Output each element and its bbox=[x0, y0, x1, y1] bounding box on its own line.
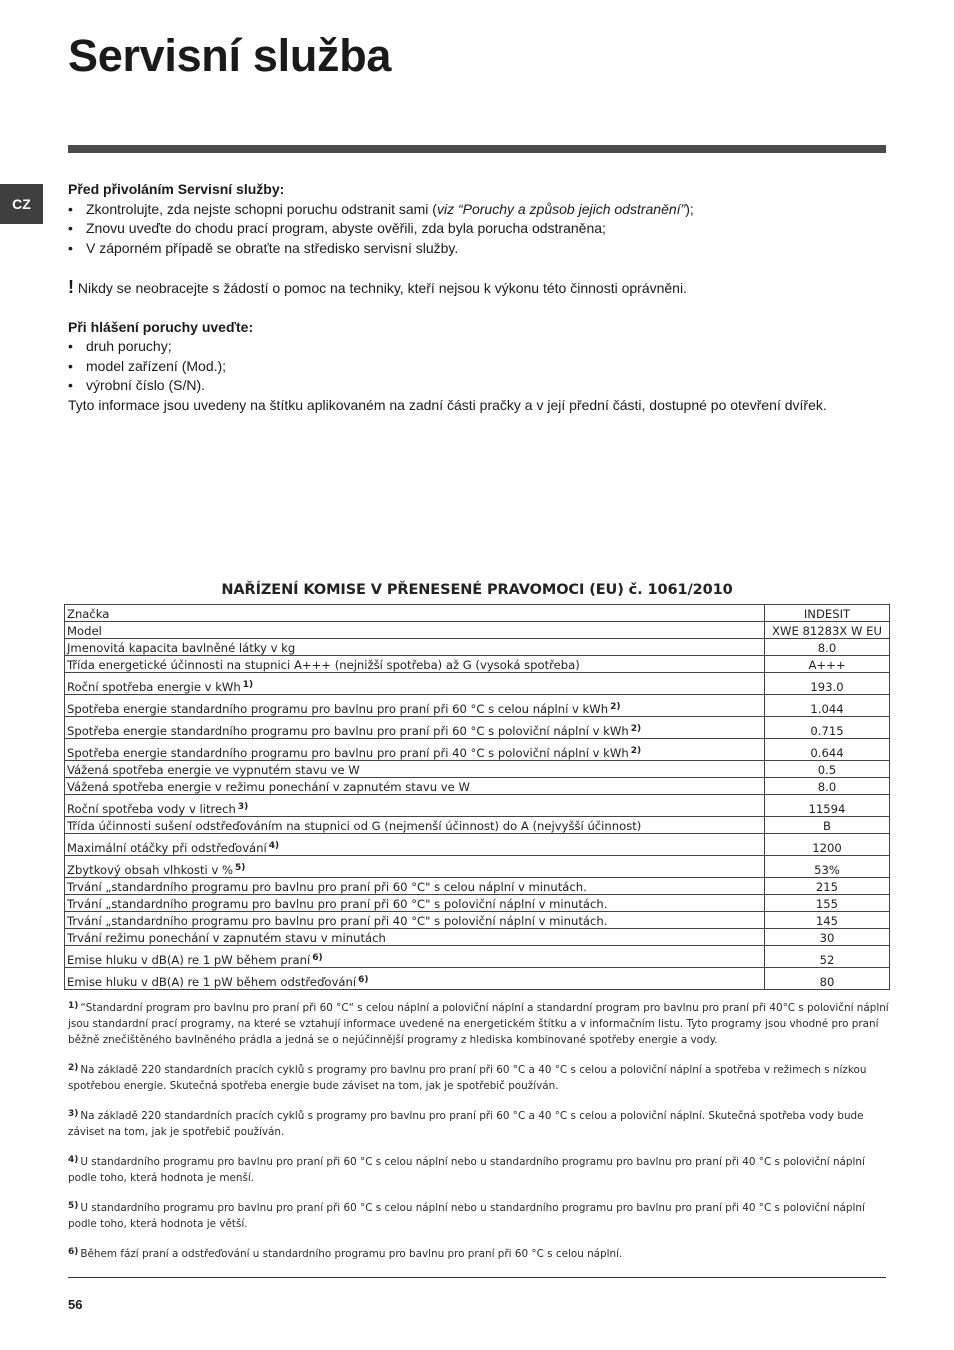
table-row bbox=[65, 912, 890, 929]
row-value: 11594 bbox=[765, 795, 890, 817]
row-label: Emise hluku v dB(A) re 1 pW během odstřeďování $^{6)}$ bbox=[65, 968, 765, 990]
table-row bbox=[65, 695, 890, 717]
row-label: Spotřeba energie standardního programu pro bavlnu pro praní při 40 °C s poloviční náplní v kWh $^{2)}$ bbox=[65, 739, 765, 761]
regulation-section bbox=[64, 582, 890, 1274]
row-value: B bbox=[765, 817, 890, 834]
before-calling-heading: Před přivoláním Servisní služby: bbox=[68, 181, 285, 197]
table-row bbox=[65, 605, 890, 622]
table-row bbox=[65, 739, 890, 761]
title-divider bbox=[68, 145, 886, 153]
list-item-text: model zařízení (Mod.); bbox=[86, 357, 227, 374]
footnote: 2) Na základě 220 standardních pracích cyklů s programy pro bavlnu pro praní při 60 °C a 40 °C s celou a poloviční náplní a spotřeba v režimech s nízkou spotřebou energie. Skutečná spotřeba energie bude záviset na tom, jak je spotřebič používán. bbox=[68, 1063, 867, 1092]
table-row bbox=[65, 929, 890, 946]
bullet-icon: • bbox=[68, 338, 73, 354]
bullet-icon: • bbox=[68, 377, 73, 393]
page-number: 56 bbox=[68, 1297, 83, 1312]
warning-icon: ! bbox=[68, 276, 74, 297]
list-item-text: Zkontrolujte, zda nejste schopni poruchu odstranit sami ( bbox=[86, 200, 437, 217]
row-label: Roční spotřeba energie v kWh $^{1)}$ bbox=[65, 673, 765, 695]
row-value: 0.715 bbox=[765, 717, 890, 739]
row-label: Třída energetické účinnosti na stupnici A+++ (nejnižší spotřeba) až G (vysoká spotřeba) bbox=[65, 656, 765, 673]
row-value: 193.0 bbox=[765, 673, 890, 695]
row-value: XWE 81283X W EU bbox=[765, 622, 890, 639]
table-row bbox=[65, 856, 890, 878]
bullet-icon: • bbox=[68, 220, 73, 236]
row-label: Třída účinnosti sušení odstřeďováním na stupnici od G (nejmenší účinnost) do A (nejvyšší účinnost) bbox=[65, 817, 765, 834]
list-item-text: Znovu uveďte do chodu prací program, abyste ověřili, zda byla porucha odstraněna; bbox=[86, 220, 606, 236]
row-value: 0.644 bbox=[765, 739, 890, 761]
bullet-icon: • bbox=[68, 357, 73, 374]
list-item bbox=[68, 337, 898, 357]
row-label: Trvání „standardního programu pro bavlnu pro praní při 60 °C" s poloviční náplní v minutách. bbox=[65, 895, 765, 912]
row-label: Vážená spotřeba energie ve vypnutém stavu ve W bbox=[65, 761, 765, 778]
warning-text: Nikdy se neobracejte s žádostí o pomoc na techniky, kteří nejsou k výkonu této činnosti oprávněni. bbox=[77, 279, 687, 296]
list-item-text: výrobní číslo (S/N). bbox=[86, 377, 206, 393]
row-value: 1.044 bbox=[765, 695, 890, 717]
label-location-note: Tyto informace jsou uvedeny na štítku aplikovaném na zadní části pračky a v její přední části, dostupné po otevření dvířek. bbox=[68, 396, 827, 413]
row-value: 1200 bbox=[765, 834, 890, 856]
row-value: 52 bbox=[765, 946, 890, 968]
row-value: 30 bbox=[765, 929, 890, 946]
table-row bbox=[65, 673, 890, 695]
language-tab: CZ bbox=[0, 184, 43, 224]
page-title: Servisní služba bbox=[68, 30, 392, 81]
table-row bbox=[65, 622, 890, 639]
report-list bbox=[68, 337, 898, 396]
cross-reference: viz “Poruchy a způsob jejich odstranění” bbox=[436, 200, 686, 217]
row-label: Emise hluku v dB(A) re 1 pW během praní $^{6)}$ bbox=[65, 946, 765, 968]
regulation-title: NAŘÍZENÍ KOMISE V PŘENESENÉ PRAVOMOCI (EU) č. 1061/2010 bbox=[221, 582, 733, 598]
bullet-icon: • bbox=[68, 200, 73, 217]
report-heading: Při hlášení poruchy uveďte: bbox=[68, 318, 254, 335]
before-calling-list bbox=[68, 200, 898, 259]
table-row bbox=[65, 778, 890, 795]
list-item-text: druh poruchy; bbox=[86, 338, 172, 354]
row-label: Značka bbox=[65, 605, 765, 622]
spacer bbox=[68, 258, 898, 278]
table-row bbox=[65, 817, 890, 834]
footer-divider bbox=[68, 1277, 886, 1278]
warning-note bbox=[68, 278, 898, 299]
row-label: Trvání „standardního programu pro bavlnu pro praní při 60 °C" s celou náplní v minutách. bbox=[65, 878, 765, 895]
row-value: 215 bbox=[765, 878, 890, 895]
table-row bbox=[65, 968, 890, 990]
table-row bbox=[65, 946, 890, 968]
row-value: 145 bbox=[765, 912, 890, 929]
row-value: 155 bbox=[765, 895, 890, 912]
list-item bbox=[68, 376, 898, 396]
row-value: INDESIT bbox=[765, 605, 890, 622]
row-value: 80 bbox=[765, 968, 890, 990]
bullet-icon: • bbox=[68, 239, 73, 256]
table-row bbox=[65, 795, 890, 817]
footnotes bbox=[64, 998, 890, 1262]
list-item-text: V záporném případě se obraťte na středisko servisní služby. bbox=[86, 239, 459, 256]
service-instructions bbox=[68, 180, 898, 415]
row-label: Vážená spotřeba energie v režimu ponechání v zapnutém stavu ve W bbox=[65, 778, 765, 795]
regulation-table bbox=[64, 604, 890, 990]
row-label: Maximální otáčky při odstřeďování $^{4)}$ bbox=[65, 834, 765, 856]
footnote: 5) U standardního programu pro bavlnu pro praní při 60 °C s celou náplní nebo u standardního programu pro bavlnu pro praní při 40 °C s poloviční náplní podle toho, která hodnota je větší. bbox=[68, 1201, 865, 1230]
row-label: Model bbox=[65, 622, 765, 639]
row-label: Spotřeba energie standardního programu pro bavlnu pro praní při 60 °C s celou náplní v kWh $^{2)}$ bbox=[65, 695, 765, 717]
table-row bbox=[65, 834, 890, 856]
list-item bbox=[68, 239, 898, 259]
footnote: 4) U standardního programu pro bavlnu pro praní při 60 °C s celou náplní nebo u standardního programu pro bavlnu pro praní při 40 °C s poloviční náplní podle toho, která hodnota je menší. bbox=[68, 1155, 865, 1184]
spacer bbox=[68, 298, 898, 318]
table-row bbox=[65, 895, 890, 912]
row-value: A+++ bbox=[765, 656, 890, 673]
list-item-text: ); bbox=[685, 200, 694, 217]
row-value: 0.5 bbox=[765, 761, 890, 778]
footnote: 6) Během fází praní a odstřeďování u standardního programu pro bavlnu pro praní při 60 °C s celou náplní. bbox=[68, 1247, 623, 1260]
footnote: 3) Na základě 220 standardních pracích cyklů s programy pro bavlnu pro praní při 60 °C a 40 °C s celou a poloviční náplní. Skutečná spotřeba vody bude záviset na tom, jak je spotřebič používán. bbox=[68, 1109, 864, 1138]
footnote: 1) “Standardní program pro bavlnu pro praní při 60 °C“ s celou náplní a poloviční náplní a standardní program pro bavlnu pro praní při 40°C s poloviční náplní jsou standardní prací programy, na které se vztahují informace uvedené na energetickém štítku a v informačním listu. Tyto programy jsou vhodné pro praní běžně znečištěného bavlněného prádla a jedná se o nejúčinnější programy z hlediska kombinované spotřeby energie a vody. bbox=[68, 1001, 889, 1046]
row-value: 8.0 bbox=[765, 778, 890, 795]
table-row bbox=[65, 656, 890, 673]
table-row bbox=[65, 717, 890, 739]
table-row bbox=[65, 639, 890, 656]
table-row bbox=[65, 878, 890, 895]
list-item bbox=[68, 219, 898, 239]
row-value: 53% bbox=[765, 856, 890, 878]
list-item bbox=[68, 357, 898, 377]
row-label: Trvání „standardního programu pro bavlnu pro praní při 40 °C" s poloviční náplní v minutách. bbox=[65, 912, 765, 929]
row-value: 8.0 bbox=[765, 639, 890, 656]
list-item bbox=[68, 200, 898, 220]
row-label: Jmenovitá kapacita bavlněné látky v kg bbox=[65, 639, 765, 656]
row-label: Roční spotřeba vody v litrech $^{3)}$ bbox=[65, 795, 765, 817]
table-row bbox=[65, 761, 890, 778]
row-label: Trvání režimu ponechání v zapnutém stavu v minutách bbox=[65, 929, 765, 946]
row-label: Zbytkový obsah vlhkosti v % $^{5)}$ bbox=[65, 856, 765, 878]
row-label: Spotřeba energie standardního programu pro bavlnu pro praní při 60 °C s poloviční náplní v kWh $^{2)}$ bbox=[65, 717, 765, 739]
